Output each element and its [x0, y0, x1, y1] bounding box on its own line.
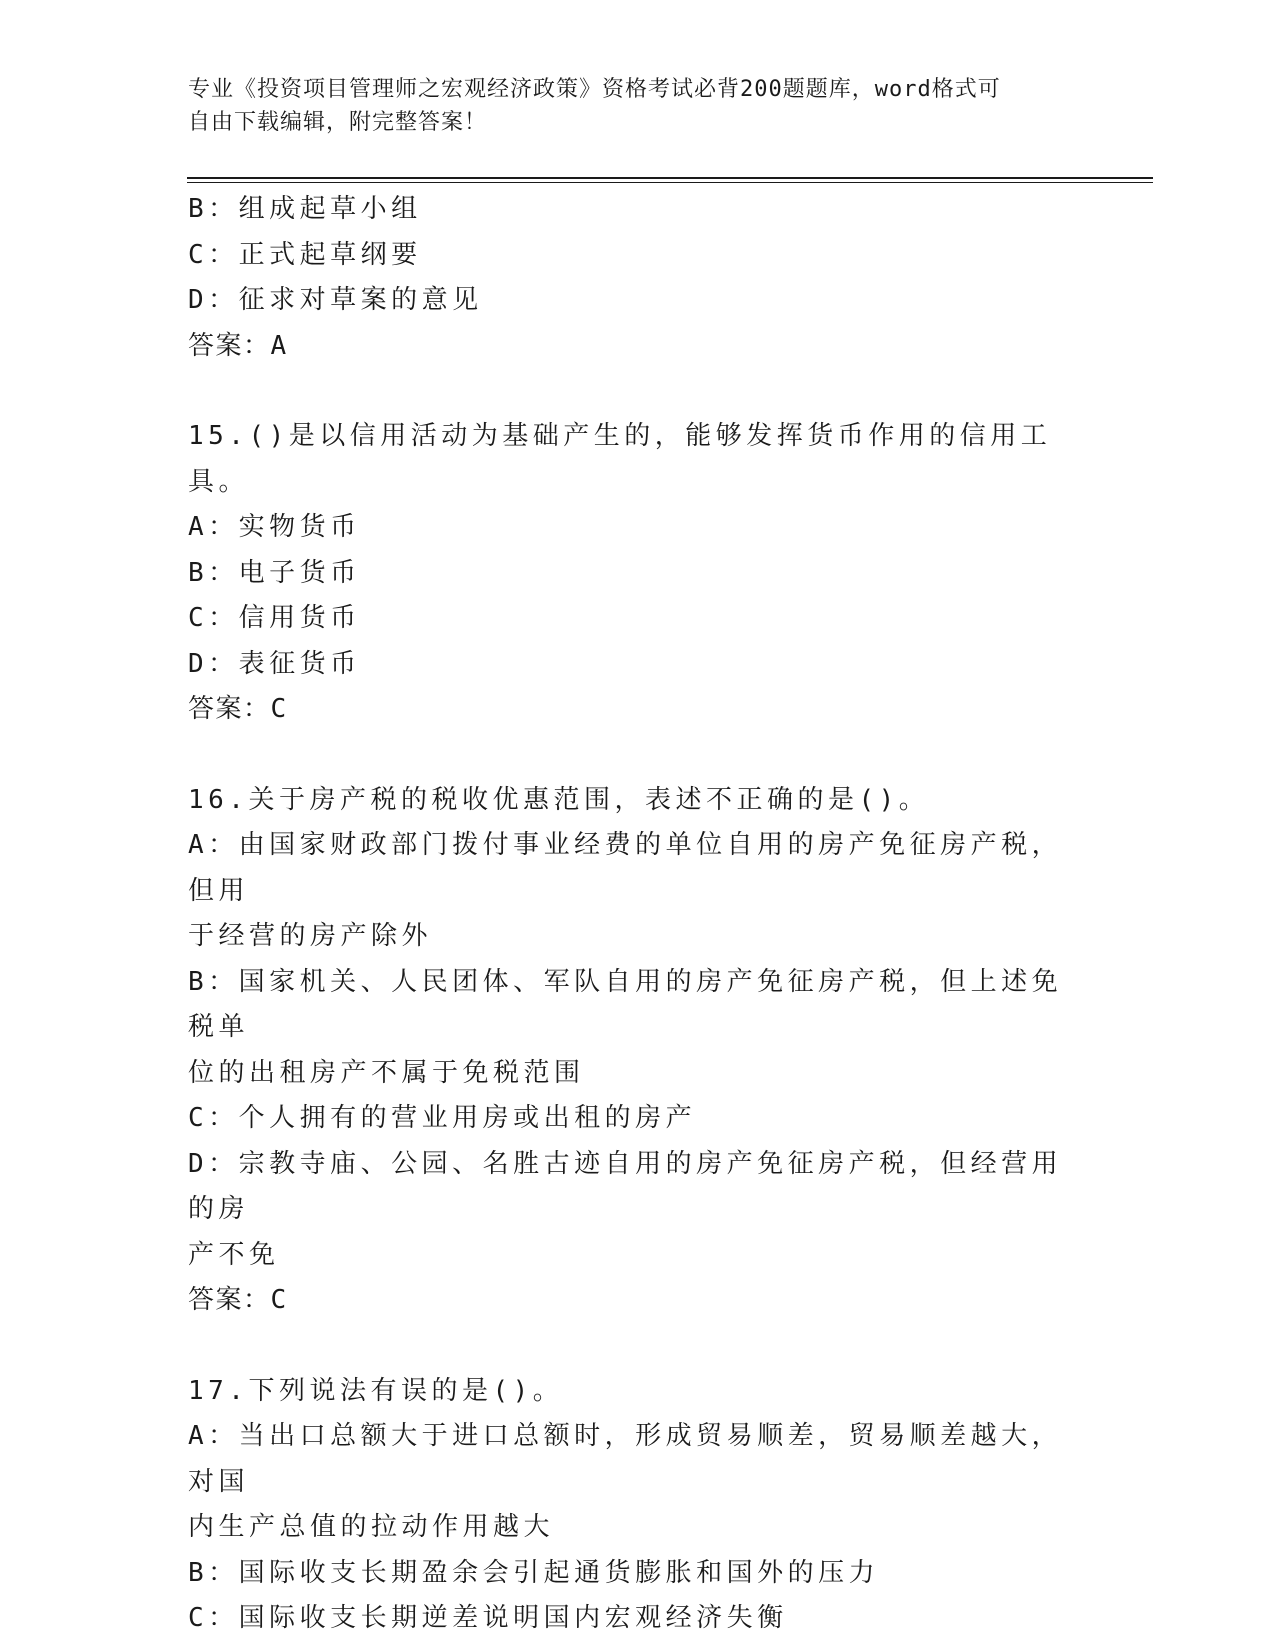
header-rule-thick [187, 177, 1153, 179]
q16-answer: 答案：C [188, 1285, 288, 1315]
q16-option-b-line-1: B：国家机关、人民团体、军队自用的房产免征房产税，但上述免税单 [188, 966, 1063, 1042]
q15-stem: 15.()是以信用活动为基础产生的，能够发挥货币作用的信用工具。 [188, 421, 1052, 497]
q14-option-c: C：正式起草纲要 [188, 239, 422, 270]
q17-option-a-line-1: A：当出口总额大于进口总额时，形成贸易顺差，贸易顺差越大，对国 [188, 1421, 1063, 1497]
q16-option-d-line-1: D：宗教寺庙、公园、名胜古迹自用的房产免征房产税，但经营用的房 [188, 1148, 1063, 1224]
q15-option-d: D：表征货币 [188, 648, 361, 679]
q14-answer: 答案：A [188, 330, 288, 361]
question-14-continued [188, 187, 1088, 369]
question-17 [188, 1369, 1088, 1642]
q16-option-c: C：个人拥有的营业用房或出租的房产 [188, 1103, 697, 1133]
q16-option-a-line-2: 于经营的房产除外 [188, 921, 433, 951]
question-15 [188, 414, 1088, 733]
question-16 [188, 778, 1088, 1324]
header-title-line-2: 自由下载编辑，附完整答案！ [188, 110, 488, 135]
q16-option-a-line-1: A：由国家财政部门拨付事业经费的单位自用的房产免征房产税，但用 [188, 830, 1063, 906]
q14-option-d: D：征求对草案的意见 [188, 285, 483, 315]
q17-option-c: C：国际收支长期逆差说明国内宏观经济失衡 [188, 1603, 788, 1633]
q16-option-b-line-2: 位的出租房产不属于免税范围 [188, 1057, 585, 1088]
q15-answer: 答案：C [188, 694, 288, 724]
q17-stem: 17.下列说法有误的是()。 [188, 1375, 564, 1406]
q16-option-d-line-2: 产不免 [188, 1239, 280, 1270]
header-rule-thin [187, 182, 1153, 183]
q15-option-c: C：信用货币 [188, 603, 361, 633]
document-body [188, 187, 1088, 1642]
q14-option-b: B：组成起草小组 [188, 194, 422, 224]
page-header [188, 73, 1088, 139]
q17-option-a-line-2: 内生产总值的拉动作用越大 [188, 1512, 555, 1542]
q15-option-b: B：电子货币 [188, 557, 361, 588]
header-title-line-1: 专业《投资项目管理师之宏观经济政策》资格考试必背200题题库，word格式可 [188, 77, 1001, 102]
q16-stem: 16.关于房产税的税收优惠范围，表述不正确的是()。 [188, 784, 930, 815]
q17-option-b: B：国际收支长期盈余会引起通货膨胀和国外的压力 [188, 1557, 880, 1588]
q15-option-a: A：实物货币 [188, 512, 361, 542]
